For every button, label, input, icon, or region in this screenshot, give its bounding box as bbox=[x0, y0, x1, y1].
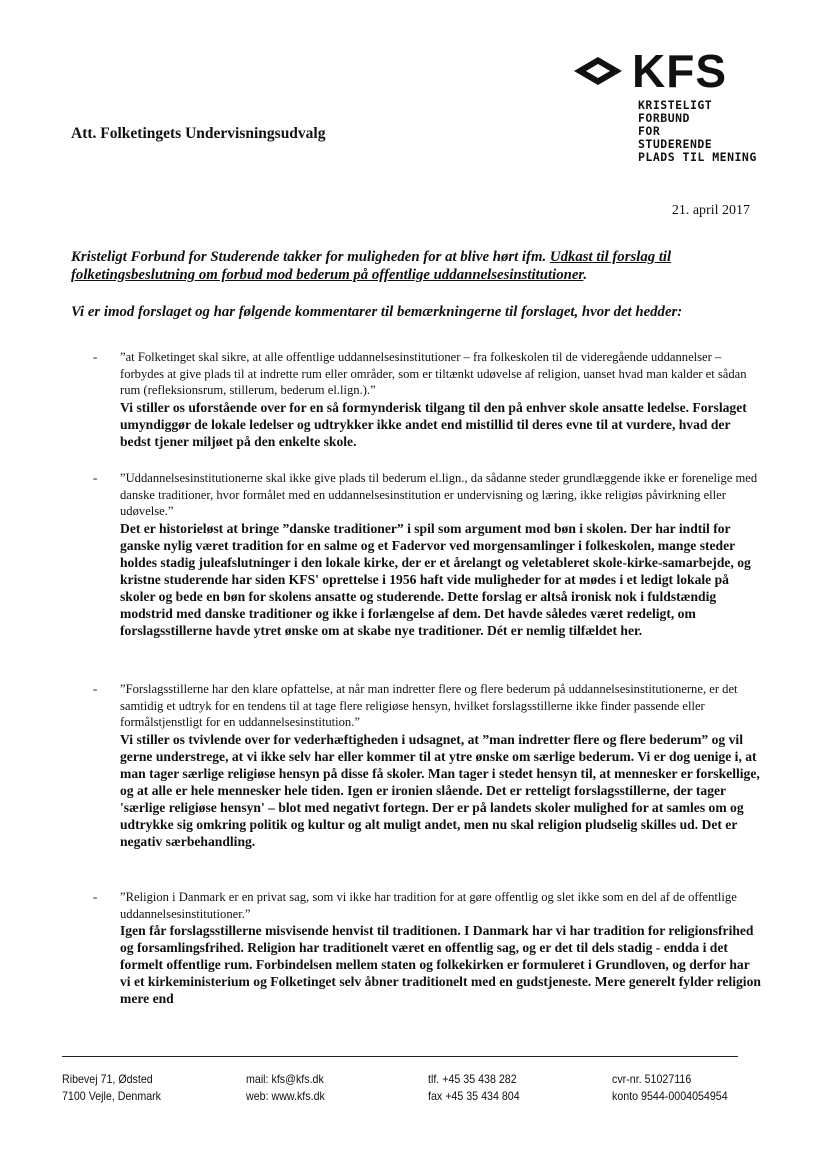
recipient-heading: Att. Folketingets Undervisningsudvalg bbox=[71, 125, 326, 142]
footer-line: cvr-nr. 51027116 bbox=[612, 1073, 692, 1086]
bullet-dash: - bbox=[93, 349, 98, 364]
logo-tagline-line: FOR bbox=[638, 124, 661, 138]
bullet-dash: - bbox=[93, 889, 98, 904]
proposal-title-link[interactable]: Udkast til forslag til folketingsbeslutning om forbud mod bederum på offentlige uddannelsesinstitutioner bbox=[71, 249, 672, 283]
quoted-remark: ”Forslagsstillerne har den klare opfattelse, at når man indretter flere og flere bederum på uddannelsesinstitutionerne, er det samtidig et udtryk for en tendens til at tage flere religiøse hensyn, hvilket forslagsstillerne ikke finder passende eller formålstjenstligt for en uddannelsesinstitution.” bbox=[120, 682, 738, 729]
footer-line: konto 9544-0004054954 bbox=[612, 1090, 728, 1103]
logo-tagline-line: PLADS TIL MENING bbox=[638, 150, 757, 164]
logo-tagline-line: STUDERENDE bbox=[638, 137, 713, 151]
footer-web bbox=[246, 1071, 325, 1105]
kfs-diamond-logo-icon bbox=[572, 55, 632, 87]
footer-line: tlf. +45 35 438 282 bbox=[428, 1073, 517, 1086]
intro-end: . bbox=[583, 267, 588, 283]
quoted-remark: ”Religion i Danmark er en privat sag, som vi ikke har tradition for at gøre offentlig og slet ikke som en del af de offentlige uddannelsesinstitutioner.” bbox=[120, 890, 737, 921]
footer-phone bbox=[428, 1071, 520, 1105]
logo-tagline-line: KRISTELIGT bbox=[638, 98, 713, 112]
bullet-dash: - bbox=[93, 470, 98, 485]
quoted-remark: ”at Folketinget skal sikre, at alle offentlige uddannelsesinstitutioner – fra folkeskolen til de videregående uddannelser – forbydes at give plads til at indrette rum eller områder, som er tiltænkt udøvelse af religion, uanset hvad man kalder et sådan rum (refleksionsrum, stillerum, bederum el.lign.).” bbox=[120, 350, 747, 397]
bullet-dash: - bbox=[93, 681, 98, 696]
footer-line: Ribevej 71, Ødsted bbox=[62, 1073, 153, 1086]
footer-line: fax +45 35 434 804 bbox=[428, 1090, 520, 1103]
lead-paragraph: Vi er imod forslaget og har følgende kommentarer til bemærkningerne til forslaget, hvor det hedder: bbox=[71, 304, 683, 320]
footer-divider bbox=[62, 1056, 738, 1057]
intro-text: Kristeligt Forbund for Studerende takker for muligheden for at blive hørt ifm. bbox=[71, 249, 547, 265]
footer-website[interactable]: web: www.kfs.dk bbox=[246, 1090, 325, 1103]
logo-wordmark: KFS bbox=[632, 45, 727, 97]
logo-tagline-line: FORBUND bbox=[638, 111, 690, 125]
response-text: Igen får forslagsstillerne misvisende henvist til traditionen. I Danmark har vi har tradition for religionsfrihed og forsamlingsfrihed. Religion har traditionelt været en offentlig sag, og er det til dels stadig - endda i det formelt offentlige rum. Forbindelsen mellem staten og folkekirken er formuleret i Grundloven, og derfor har vi et kirkeministerium og Folketinget selv åbner traditionelt med en gudstjeneste. Mere generelt fylder religion mere end bbox=[120, 923, 761, 1006]
response-text: Vi stiller os uforstående over for en så formynderisk tilgang til den på enhver skole ansatte ledelse. Forslaget umyndiggør de lokale ledelser og udtrykker ikke andet end mistillid til deres evne til at vurdere, hvad der bedst tjener miljøet på den enkelte skole. bbox=[120, 399, 747, 449]
response-text: Det er historieløst at bringe ”danske traditioner” i spil som argument mod bøn i skolen. Der har indtil for ganske nylig været tradition for en salme og et Fadervor ved morgensamlinger i folkeskolen, mange steder holdes stadig juleafslutninger i den lokale kirke, der er et årelangt og veletableret skole-kirke-samarbejde, og kristne studerende har siden KFS' oprettelse i 1956 haft vide muligheder for at mødes i et ledigt lokale på skoler og bede en bøn for skolens ansatte og studerende. Dette forslag er altså ironisk nok i fuldstændig modstrid med danske traditioner og ikke i forlængelse af dem. Det havde således været redeligt, om forslagsstillerne havde ytret ønske om at skabe nye traditioner. Dét er nemlig tilfældet her. bbox=[120, 520, 751, 638]
footer-email[interactable]: mail: kfs@kfs.dk bbox=[246, 1073, 324, 1086]
comment-item bbox=[93, 349, 763, 450]
logo-tagline bbox=[638, 99, 757, 164]
footer-registry bbox=[612, 1071, 728, 1105]
letter-date: 21. april 2017 bbox=[671, 203, 750, 218]
intro-paragraph bbox=[71, 248, 741, 284]
quoted-remark: ”Uddannelsesinstitutionerne skal ikke give plads til bederum el.lign., da sådanne steder grundlæggende ikke er forenelige med danske traditioner, hvor formålet med en uddannelsesinstitution er undervisning og læring, ikke religiøs påvirkning eller udøvelse.” bbox=[120, 471, 758, 518]
comment-item bbox=[93, 889, 763, 1007]
footer-line: 7100 Vejle, Denmark bbox=[62, 1090, 162, 1103]
response-text: Vi stiller os tvivlende over for vederhæftigheden i udsagnet, at ”man indretter flere og flere bederum” og vil gerne understrege, at vi ikke selv har eller kommer til at ytre ønske om særlige bederum. Vi er dog uenige i, at man tager særlige religiøse hensyn på disse få skoler. Man tager i stedet hensyn til, at mennesker er forskellige, og at alle er hele mennesker hele tiden. Igen er ironien slående. Det er retteligt forslagsstillerne, der tager 'særlige religiøse hensyn' – blot med negativt fortegn. Der er på landets skoler mulighed for at samles om og udtrykke sig omkring politik og kultur og alt muligt andet, men nu skal religion pludselig skilles ud. Det er negativ særbehandling. bbox=[120, 731, 760, 849]
footer-address bbox=[62, 1071, 161, 1105]
comment-item bbox=[93, 470, 763, 639]
comment-item bbox=[93, 681, 763, 850]
